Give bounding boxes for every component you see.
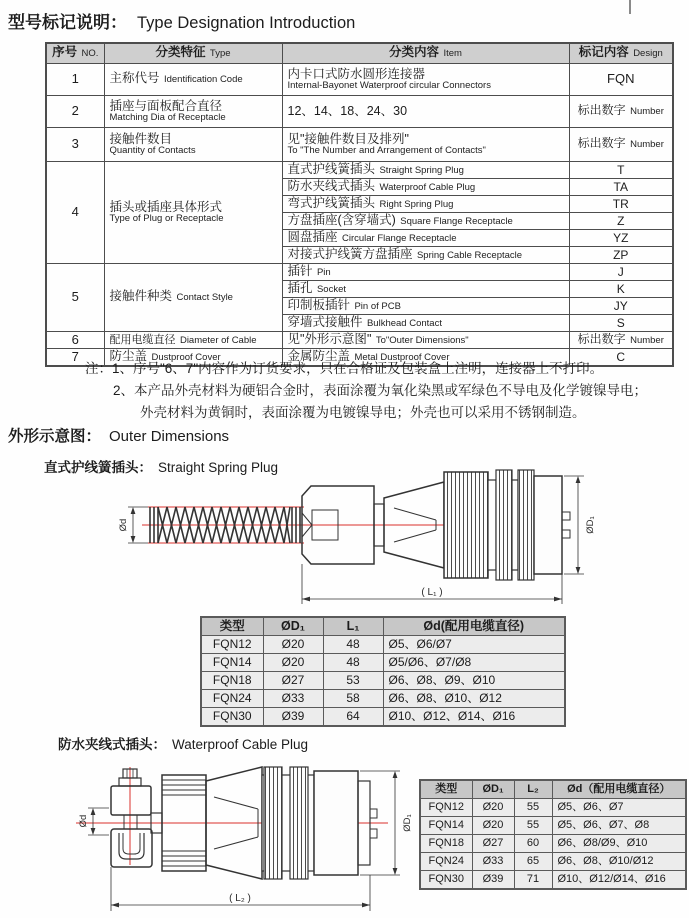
row4-item-1: 防水夹线式插头 Waterproof Cable Plug [282, 178, 569, 195]
table-row: FQN12 Ø20 48 Ø5、Ø6/Ø7 [201, 636, 565, 654]
row4-design-5: ZP [569, 246, 673, 263]
cable-clamp [111, 769, 152, 867]
row4-design-3: Z [569, 212, 673, 229]
row6-design: 标出数字 Number [569, 331, 673, 348]
row5-item-1: 插孔 Socket [282, 280, 569, 297]
outer-dimensions-title: 外形示意图： Outer Dimensions [8, 428, 230, 445]
table-row [46, 63, 673, 95]
row7-design: C [569, 348, 673, 366]
svg-text:ØD₁: ØD₁ [402, 814, 413, 832]
svg-text:( L₁ ): ( L₁ ) [421, 587, 443, 598]
svg-text:Ød: Ød [78, 814, 89, 828]
table-row: FQN24 Ø33 65 Ø6、Ø8、Ø10/Ø12 [420, 853, 686, 871]
row5-item-0: 插针 Pin [282, 263, 569, 280]
row5-item-3: 穿墙式接触件 Bulkhead Contact [282, 314, 569, 331]
row4-item-0: 直式护线簧插头 Straight Spring Plug [282, 161, 569, 178]
dimension-shell-dia [564, 476, 596, 574]
dimension-cable-dia [78, 808, 109, 835]
row5-item-2: 印制板插针 Pin of PCB [282, 297, 569, 314]
t1-h-type: 类型 [201, 617, 263, 636]
svg-text:Ød: Ød [118, 518, 129, 532]
table-row: FQN14 Ø20 55 Ø5、Ø6、Ø7、Ø8 [420, 817, 686, 835]
row4-item-5: 对接式护线簧方盘插座 Spring Cable Receptacle [282, 246, 569, 263]
table-row: FQN18 Ø27 60 Ø6、Ø8/Ø9、Ø10 [420, 835, 686, 853]
waterproof-plug-drawing [52, 753, 424, 918]
row5-design-2: JY [569, 297, 673, 314]
row4-design-2: TR [569, 195, 673, 212]
row7-no: 7 [46, 348, 104, 366]
note-line-3: 外壳材料为黄铜时，表面涂覆为电镀镍导电；外壳也可以采用不锈钢制造。 [140, 405, 586, 420]
row4-item-4: 圆盘插座 Circular Flange Receptacle [282, 229, 569, 246]
straight-plug-subtitle: 直式护线簧插头： Straight Spring Plug [44, 460, 279, 475]
row1-no: 1 [46, 63, 104, 95]
table-header-row [46, 43, 673, 63]
row6-type: 配用电缆直径 Diameter of Cable [104, 331, 282, 348]
table-row: FQN30 Ø39 64 Ø10、Ø12、Ø14、Ø16 [201, 708, 565, 727]
row2-design: 标出数字 Number [569, 95, 673, 127]
row1-design: FQN [569, 63, 673, 95]
notes [85, 358, 647, 424]
table-row: FQN30 Ø39 71 Ø10、Ø12/Ø14、Ø16 [420, 871, 686, 890]
row3-no: 3 [46, 127, 104, 161]
table-row [46, 263, 673, 280]
t2-h-type: 类型 [420, 780, 472, 799]
table-row: FQN18 Ø27 53 Ø6、Ø8、Ø9、Ø10 [201, 672, 565, 690]
t2-h-d1: ØD₁ [472, 780, 514, 799]
table-row [46, 161, 673, 178]
row5-design-0: J [569, 263, 673, 280]
table-row: FQN14 Ø20 48 Ø5/Ø6、Ø7/Ø8 [201, 654, 565, 672]
header-no: 序号 NO. [46, 43, 104, 63]
page-corner-mark [629, 0, 631, 14]
row5-design-1: K [569, 280, 673, 297]
header-item: 分类内容 Item [282, 43, 569, 63]
row7-item: 金属防尘盖 Metal Dustproof Cover [282, 348, 569, 366]
row2-no: 2 [46, 95, 104, 127]
page-title [8, 8, 355, 33]
row5-type: 接触件种类 Contact Style [104, 263, 282, 331]
svg-text:( L₂ ): ( L₂ ) [229, 893, 251, 904]
row4-type: 插头或插座具体形式 Type of Plug or Receptacle [104, 161, 282, 263]
page-title-en: Type Designation Introduction [137, 14, 356, 32]
t1-h-l1: L₁ [323, 617, 383, 636]
page-title-zh: 型号标记说明： [8, 13, 127, 32]
straight-plug-dim-table [200, 616, 566, 727]
row5-no: 5 [46, 263, 104, 331]
row4-design-4: YZ [569, 229, 673, 246]
table-row: FQN12 Ø20 55 Ø5、Ø6、Ø7 [420, 799, 686, 817]
row1-item: 内卡口式防水圆形连接器 Internal-Bayonet Waterproof circular Connectors [282, 63, 569, 95]
table-row [46, 95, 673, 127]
row4-design-0: T [569, 161, 673, 178]
row2-item: 12、14、18、24、30 [282, 95, 569, 127]
t1-h-cable: Ød(配用电缆直径) [383, 617, 565, 636]
row4-no: 4 [46, 161, 104, 263]
svg-text:ØD₁: ØD₁ [585, 516, 596, 534]
row3-design: 标出数字 Number [569, 127, 673, 161]
t2-h-cable: Ød（配用电缆直径） [552, 780, 686, 799]
header-type: 分类特征 Type [104, 43, 282, 63]
row3-item: 见"接触件数目及排列" To "The Number and Arrangement of Contacts" [282, 127, 569, 161]
waterproof-plug-dim-table [419, 779, 687, 890]
table-header-row [420, 780, 686, 799]
table-row [46, 331, 673, 348]
header-design: 标记内容 Design [569, 43, 673, 63]
row6-no: 6 [46, 331, 104, 348]
note-line-2: 2、本产品外壳材料为硬铝合金时，表面涂覆为氧化染黑或军绿色不导电及化学镀镍导电； [113, 383, 648, 398]
row3-type: 接触件数目 Quantity of Contacts [104, 127, 282, 161]
row5-design-3: S [569, 314, 673, 331]
row2-type: 插座与面板配合直径 Matching Dia of Receptacle [104, 95, 282, 127]
row1-type: 主称代号 Identification Code [104, 63, 282, 95]
row4-design-1: TA [569, 178, 673, 195]
row4-item-2: 弯式护线簧插头 Right Spring Plug [282, 195, 569, 212]
waterproof-plug-subtitle: 防水夹线式插头： Waterproof Cable Plug [58, 737, 309, 752]
row4-item-3: 方盘插座(含穿墙式) Square Flange Receptacle [282, 212, 569, 229]
table-row [46, 127, 673, 161]
type-designation-table [45, 42, 674, 367]
table-header-row [201, 617, 565, 636]
t2-h-l2: L₂ [514, 780, 552, 799]
row6-item: 见"外形示意图" To"Outer Dimensions" [282, 331, 569, 348]
table-row: FQN24 Ø33 58 Ø6、Ø8、Ø10、Ø12 [201, 690, 565, 708]
row7-type: 防尘盖 Dustproof Cover [104, 348, 282, 366]
t1-h-d1: ØD₁ [263, 617, 323, 636]
straight-plug-drawing [106, 468, 598, 618]
note-line-1: 注：1、序号"6、7"内容作为订货要求，只在合格证及包装盒上注明，连接器上不打印。 [85, 361, 604, 376]
